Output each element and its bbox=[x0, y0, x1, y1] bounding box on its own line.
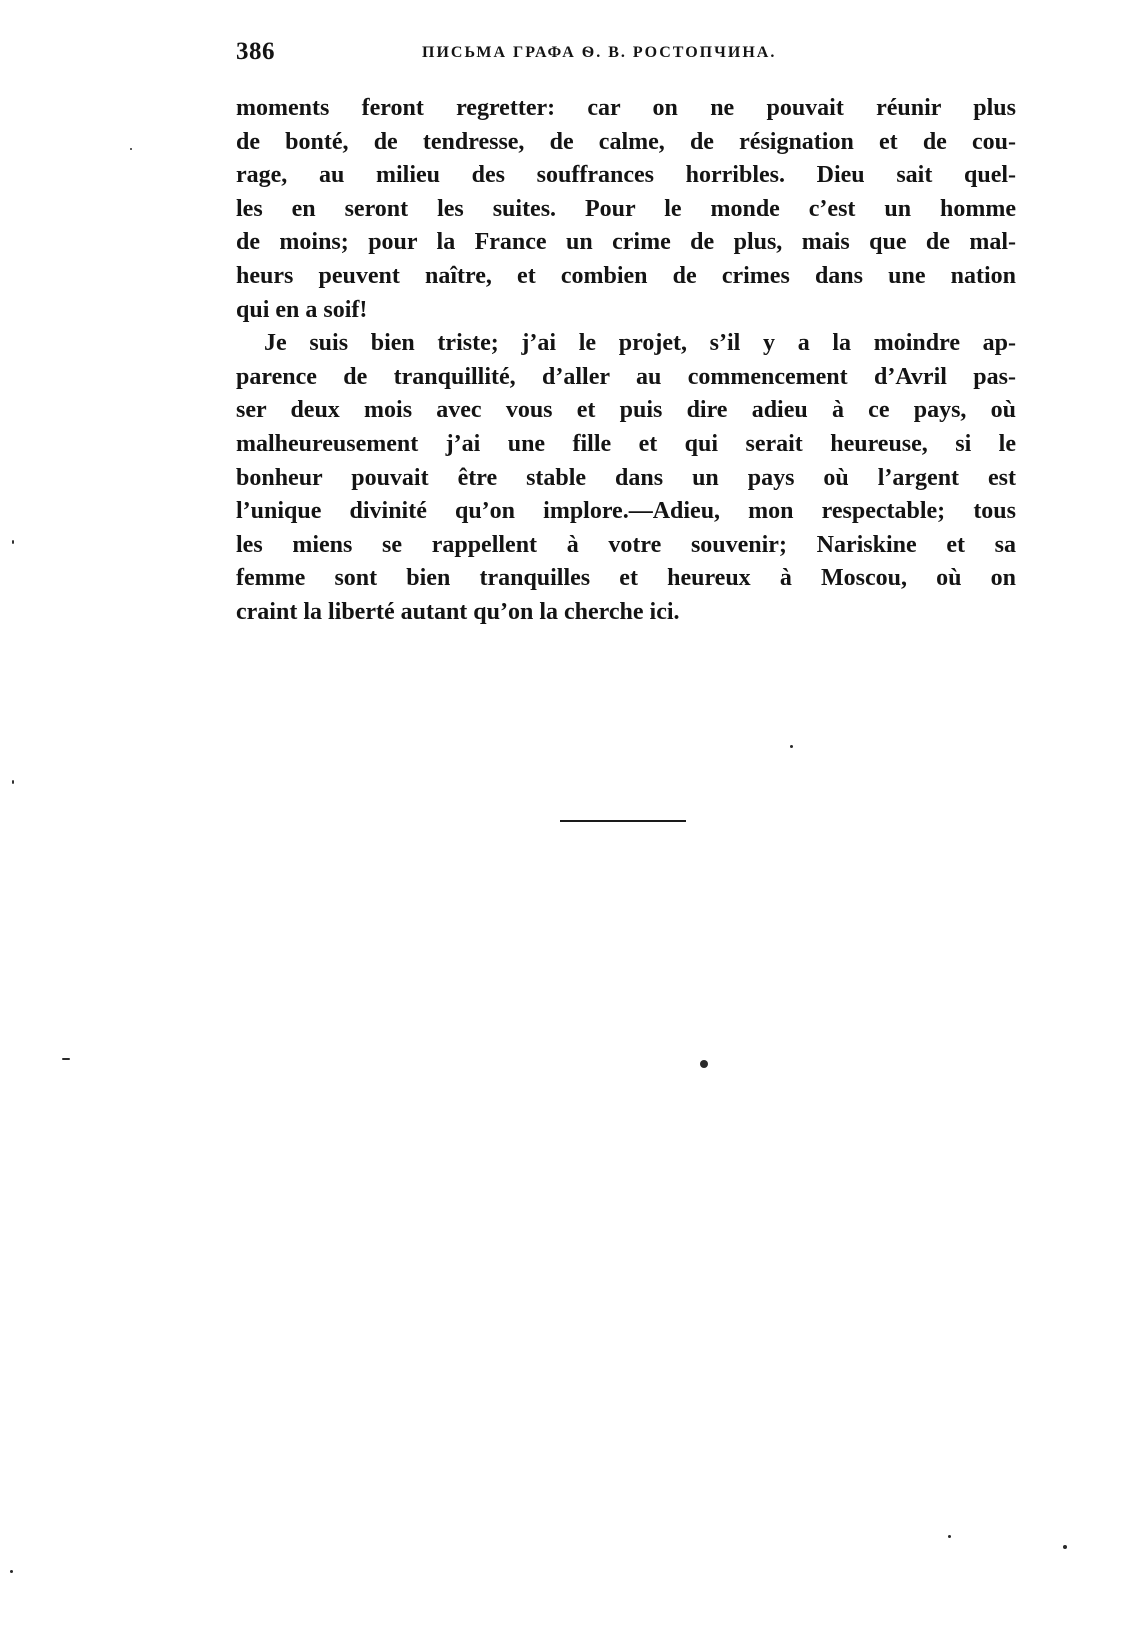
scan-speck bbox=[10, 1570, 13, 1573]
letter-text bbox=[236, 92, 1016, 630]
text-line: de bonté, de tendresse, de calme, de résignation et de cou- bbox=[236, 128, 1016, 155]
text-line: l’unique divinité qu’on implore.—Adieu, mon respectable; tous bbox=[236, 498, 1016, 525]
paragraph-end-line: qui en a soif! bbox=[236, 296, 368, 323]
scan-speck bbox=[12, 780, 14, 784]
scan-speck bbox=[948, 1535, 951, 1538]
scan-speck bbox=[1063, 1545, 1067, 1549]
text-line: moments feront regretter: car on ne pouvait réunir plus bbox=[236, 95, 1016, 121]
text-line: les miens se rappellent à votre souvenir; Nariskine et sa bbox=[236, 531, 1016, 558]
text-line: bonheur pouvait être stable dans un pays où l’argent est bbox=[236, 464, 1016, 491]
text-line: ser deux mois avec vous et puis dire adieu à ce pays, où bbox=[236, 397, 1016, 424]
scan-speck bbox=[790, 745, 793, 748]
running-head: ПИСЬМА ГРАФА Ѳ. В. РОСТОПЧИНА. bbox=[422, 44, 777, 61]
text-line: femme sont bien tranquilles et heureux à Moscou, où on bbox=[236, 565, 1016, 592]
text-line: parence de tranquillité, d’aller au commencement d’Avril pas- bbox=[236, 363, 1016, 390]
scan-speck bbox=[130, 148, 132, 150]
text-line: de moins; pour la France un crime de plus, mais que de mal- bbox=[236, 229, 1016, 256]
scan-speck bbox=[62, 1058, 70, 1060]
text-line: les en seront les suites. Pour le monde c’est un homme bbox=[236, 195, 1016, 222]
scan-speck bbox=[12, 540, 14, 544]
paragraph-end-line: craint la liberté autant qu’on la cherche ici. bbox=[236, 598, 680, 625]
text-line: rage, au milieu des souffrances horribles. Dieu sait quel- bbox=[236, 162, 1016, 189]
page-number: 386 bbox=[236, 38, 275, 65]
text-line: malheureusement j’ai une fille et qui serait heureuse, si le bbox=[236, 430, 1016, 457]
section-end-rule bbox=[560, 820, 686, 822]
paragraph-start-line: Je suis bien triste; j’ai le projet, s’il y a la moindre ap- bbox=[264, 330, 1016, 357]
scan-speck bbox=[700, 1060, 708, 1068]
text-line: heurs peuvent naître, et combien de crimes dans une nation bbox=[236, 262, 1016, 289]
page-header bbox=[236, 38, 796, 78]
